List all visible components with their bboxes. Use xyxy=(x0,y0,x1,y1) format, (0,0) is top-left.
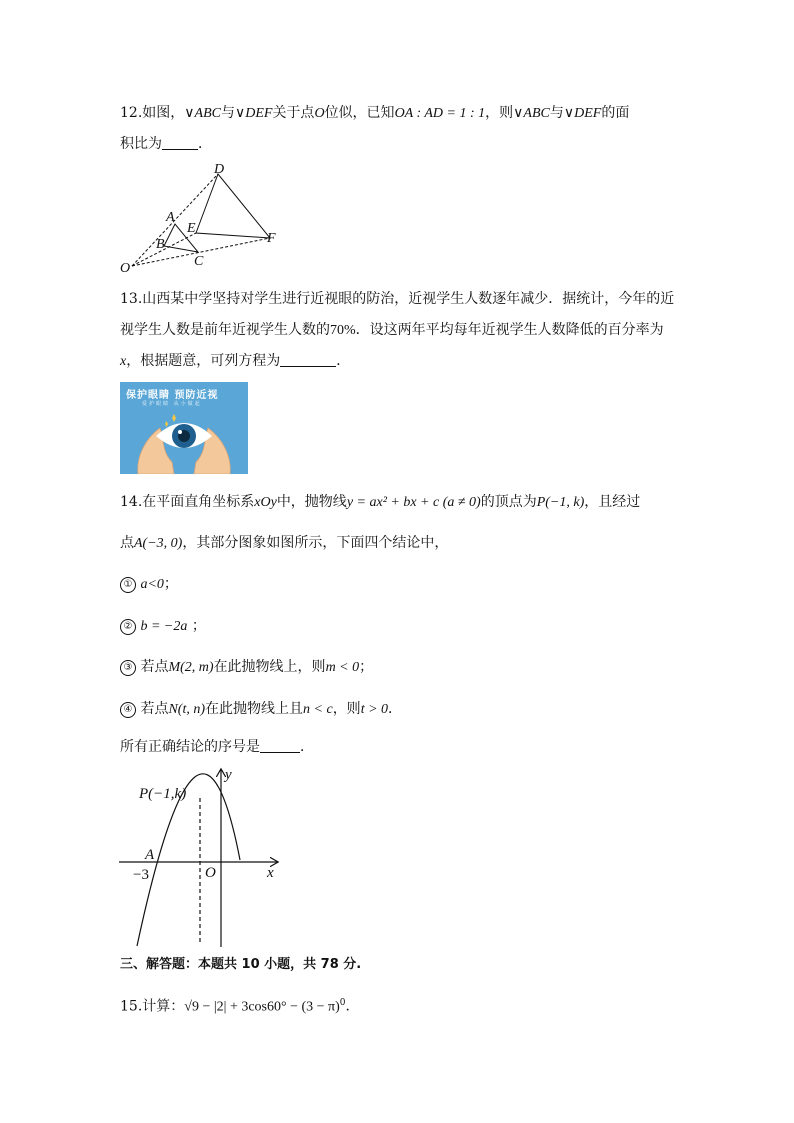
conclusion-2-text: b = −2a xyxy=(140,619,188,634)
q14-conclusion-2 xyxy=(120,616,206,637)
q12-ask: 积比为 xyxy=(120,136,162,152)
conclusion-2-number: ② xyxy=(120,619,136,635)
label-a: A xyxy=(166,210,175,225)
conclusion-4-text-d: ，则 xyxy=(332,701,361,717)
poster-title: 保护眼睛 预防近视 xyxy=(126,390,219,401)
conclusion-1-text: a<0 xyxy=(140,577,164,592)
label-o: O xyxy=(120,261,131,276)
label-b: B xyxy=(156,237,165,252)
q13-text-3: ，根据题意，可列方程为 xyxy=(126,353,281,369)
triangle-def xyxy=(196,174,270,238)
q12-period: ． xyxy=(198,136,212,152)
label-f: F xyxy=(267,231,276,246)
graph-label-p: P(−1,k) xyxy=(139,786,187,802)
conclusion-3-inequality: m < 0 xyxy=(325,660,360,675)
q13-text-2b: ．设这两年平均每年近视学生人数降低的百分率为 xyxy=(355,322,664,338)
q14-text-1d: ，且经过 xyxy=(584,494,641,510)
label-c: C xyxy=(194,254,204,269)
conclusion-3-text-b: 在此抛物线上，则 xyxy=(213,659,326,675)
q14-parabola-equation: y = ax² + bx + c (a ≠ 0) xyxy=(346,495,481,510)
q14-ask-end: ． xyxy=(300,739,314,755)
q15-end: ． xyxy=(345,998,360,1015)
q13-period: ． xyxy=(336,353,351,369)
graph-label-neg3: −3 xyxy=(133,867,149,883)
q12-text: 12.如图， xyxy=(120,105,185,121)
q12-similar-triangles-figure xyxy=(110,160,290,280)
q12-ratio: OA : AD = 1 : 1 xyxy=(394,106,486,121)
conclusion-4-text-a: 若点 xyxy=(140,701,169,717)
graph-label-y: y xyxy=(225,767,232,783)
q14-conclusion-4 xyxy=(120,699,402,720)
q15-line xyxy=(120,993,360,1018)
q12-then: ，则 xyxy=(485,105,514,121)
poster-subtitle: 爱护眼睛 从小做起 xyxy=(142,401,202,407)
q13-text-2a: 视学生人数是前年近视学生人数的 xyxy=(120,322,330,338)
q12-triangle-def: ∨DEF xyxy=(234,106,273,121)
q14-text-1b: 中，抛物线 xyxy=(276,494,347,510)
q15-prefix: 15.计算： xyxy=(120,998,185,1015)
q12-with-2: 与 xyxy=(549,105,564,121)
section-3-heading: 三、解答题：本题共 10 小题，共 78 分. xyxy=(120,957,362,972)
q14-vertex: P(−1, k) xyxy=(536,495,585,510)
q13-line-3 xyxy=(120,351,350,372)
conclusion-3-point-m: M(2, m) xyxy=(168,660,214,675)
q12-point-o: O xyxy=(314,106,325,121)
q14-text-2b: ，其部分图象如图所示，下面四个结论中， xyxy=(182,535,449,551)
q12-end: 的面 xyxy=(601,105,630,121)
q14-parabola-graph xyxy=(115,762,290,952)
conclusion-4-point-n: N(t, n) xyxy=(168,702,206,717)
ray-od xyxy=(132,174,218,266)
conclusion-4-result: t > 0 xyxy=(360,702,389,717)
graph-label-x: x xyxy=(267,865,274,881)
q14-answer-blank[interactable] xyxy=(260,738,300,753)
q14-conclusion-3 xyxy=(120,657,373,678)
q15-exponent: 0 xyxy=(339,998,346,1008)
q14-line-2 xyxy=(120,533,448,554)
q13-answer-blank[interactable] xyxy=(280,352,336,367)
conclusion-1-number: ① xyxy=(120,577,136,593)
label-d: D xyxy=(214,162,225,177)
q14-conclusion-1 xyxy=(120,574,178,595)
conclusion-4-text-b: 在此抛物线上且 xyxy=(205,701,304,717)
q13-line-1 xyxy=(120,289,674,309)
conclusion-1-end: ； xyxy=(163,576,178,592)
q14-text-2a: 点 xyxy=(120,535,134,551)
q14-line-1 xyxy=(120,492,640,513)
q12-line-2 xyxy=(120,134,212,154)
q13-percent: 70% xyxy=(330,323,356,338)
conclusion-3-end: ； xyxy=(359,659,374,675)
q13-variable-x: x xyxy=(120,354,127,369)
q14-ask: 所有正确结论的序号是 xyxy=(120,739,260,755)
conclusion-4-number: ④ xyxy=(120,702,136,718)
graph-label-a: A xyxy=(145,847,155,863)
q14-text-1c: 的顶点为 xyxy=(480,494,537,510)
q12-triangle-abc-2: ∨ABC xyxy=(513,106,550,121)
conclusion-4-condition: n < c xyxy=(303,702,333,717)
q12-with: 与 xyxy=(220,105,235,121)
eye-hands-icon xyxy=(120,382,248,474)
q13-text-1: 13.山西某中学坚持对学生进行近视眼的防治，近视学生人数逐年减少．据统计，今年的近 xyxy=(120,291,675,307)
conclusion-4-end: ． xyxy=(388,701,403,717)
q14-ask-line xyxy=(120,737,314,757)
q12-answer-blank[interactable] xyxy=(162,135,198,150)
q12-triangle-abc: ∨ABC xyxy=(184,106,221,121)
q14-text-1a: 14.在平面直角坐标系 xyxy=(120,494,255,510)
graph-label-o: O xyxy=(205,865,216,881)
q13-line-2 xyxy=(120,320,664,341)
conclusion-3-number: ③ xyxy=(120,660,136,676)
q12-triangle-def-2: ∨DEF xyxy=(563,106,602,121)
q12-text-mid2: 位似，已知 xyxy=(324,105,395,121)
q14-point-a: A(−3, 0) xyxy=(134,536,183,551)
q12-text-mid: 关于点 xyxy=(272,105,315,121)
q15-expression: √9 − |2| + 3cos60° − (3 − π) xyxy=(184,999,340,1015)
conclusion-2-end: ； xyxy=(191,618,206,634)
eye-protection-poster xyxy=(120,382,248,474)
q14-xoy: xOy xyxy=(254,495,277,510)
label-e: E xyxy=(187,221,196,236)
q12-line-1 xyxy=(120,103,629,124)
conclusion-3-text-a: 若点 xyxy=(140,659,169,675)
